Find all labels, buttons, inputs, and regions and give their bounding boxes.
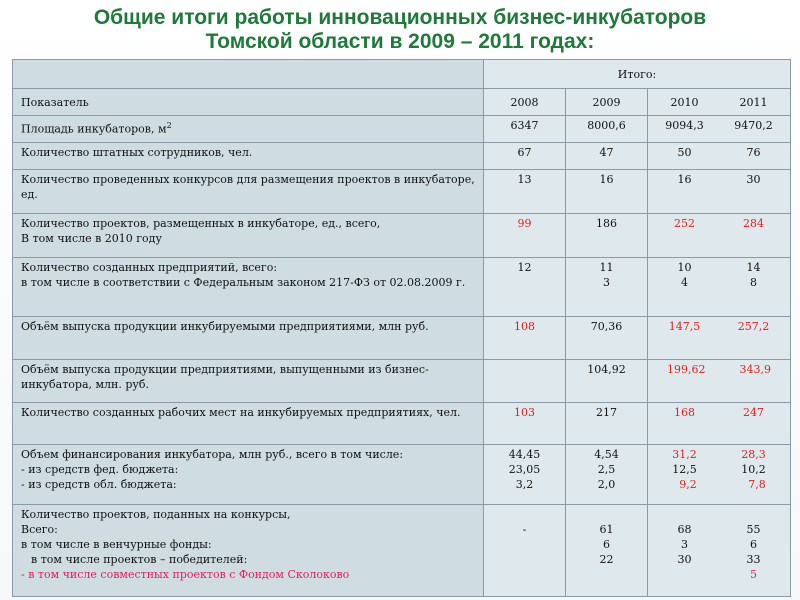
cell-2008: 44,45 23,05 3,2 xyxy=(484,445,566,505)
cell-2011: 55 6 33 5 xyxy=(746,523,761,581)
table-row-output-incubated xyxy=(13,317,791,360)
cell-2010: 199,62 xyxy=(667,363,706,376)
cell-2009: 217 xyxy=(566,403,648,445)
row-label: Количество проведенных конкурсов для размещения проектов в инкубаторе, ед. xyxy=(13,170,484,214)
cell-2011: 284 xyxy=(743,217,764,230)
cell-2009: 11 3 xyxy=(566,258,648,317)
cell-2010: 16 xyxy=(677,173,692,186)
row-label: Объём выпуска продукции инкубируемыми предприятиями, млн руб. xyxy=(13,317,484,360)
row-label: Площадь инкубаторов, $м^2$ xyxy=(13,116,484,143)
cell-2009: 16 xyxy=(566,170,648,214)
cell-2010-2011 xyxy=(648,317,791,360)
table-row-companies xyxy=(13,258,791,317)
cell-2011: 9470,2 xyxy=(734,119,773,132)
row-label: Количество штатных сотрудников, чел. xyxy=(13,143,484,170)
row-label: Количество созданных рабочих мест на инкубируемых предприятиях, чел. xyxy=(13,403,484,445)
header-year-2010: 2010 xyxy=(670,95,699,109)
header-years-2010-2011 xyxy=(648,89,791,116)
cell-2010: 68 3 30 xyxy=(677,523,692,566)
table-row-contests xyxy=(13,170,791,214)
cell-2009: 4,54 2,5 2,0 xyxy=(566,445,648,505)
cell-2008: 6347 xyxy=(484,116,566,143)
cell-2008: 67 xyxy=(484,143,566,170)
cell-2008: - xyxy=(484,505,566,597)
table-row-staff xyxy=(13,143,791,170)
table-row-output-graduates xyxy=(13,360,791,403)
cell-2010-2011 xyxy=(648,505,791,597)
cell-2010-2011 xyxy=(648,116,791,143)
header-total-cell: Итого: xyxy=(484,60,791,89)
header-empty-cell xyxy=(13,60,484,89)
cell-2009: 61 6 22 xyxy=(566,505,648,597)
cell-2010: 168 xyxy=(674,406,695,419)
cell-2008 xyxy=(484,360,566,403)
page-title-line-2: Томской области в 2009 – 2011 годах: xyxy=(205,30,595,53)
table-header-total-row xyxy=(13,60,791,89)
cell-2011: 257,2 xyxy=(737,320,770,333)
cell-2010: 10 4 xyxy=(677,261,692,289)
cell-2010-2011 xyxy=(648,170,791,214)
table-header-years-row xyxy=(13,89,791,116)
results-table xyxy=(12,59,791,597)
cell-2011: 247 xyxy=(743,406,764,419)
row-label: Количество созданных предприятий, всего: в том числе в соответствии с Федеральным законом 217-ФЗ от 02.08.2009 г. xyxy=(13,258,484,317)
cell-2010-2011 xyxy=(648,143,791,170)
cell-2009: 70,36 xyxy=(566,317,648,360)
page-title-line-1: Общие итоги работы инновационных бизнес-инкубаторов xyxy=(93,6,707,29)
cell-2010: 50 xyxy=(677,146,692,159)
cell-2010-2011 xyxy=(648,445,791,505)
cell-2008: 108 xyxy=(484,317,566,360)
superscript: 2 xyxy=(166,121,172,130)
cell-2008: 13 xyxy=(484,170,566,214)
cell-2011: 76 xyxy=(746,146,761,159)
cell-2011: 14 8 xyxy=(746,261,761,289)
cell-2008: 12 xyxy=(484,258,566,317)
table-row-projects xyxy=(13,214,791,258)
row-label: Количество проектов, размещенных в инкубаторе, ед., всего, В том числе в 2010 году xyxy=(13,214,484,258)
cell-2010-2011 xyxy=(648,258,791,317)
cell-2011: 30 xyxy=(746,173,761,186)
header-year-2008: 2008 xyxy=(484,89,566,116)
table-row-area xyxy=(13,116,791,143)
cell-2010: 252 xyxy=(674,217,695,230)
row-label: Объём выпуска продукции предприятиями, выпущенными из бизнес-инкубатора, млн. руб. xyxy=(13,360,484,403)
cell-2010: 147,5 xyxy=(668,320,701,333)
cell-2009: 104,92 xyxy=(566,360,648,403)
cell-2011: 343,9 xyxy=(739,363,771,376)
header-year-2009: 2009 xyxy=(566,89,648,116)
cell-2009: 186 xyxy=(566,214,648,258)
table-row-funding xyxy=(13,445,791,505)
cell-2008: 103 xyxy=(484,403,566,445)
page-title xyxy=(0,6,800,54)
cell-2008: 99 xyxy=(484,214,566,258)
row-label: Объем финансирования инкубатора, млн руб., всего в том числе: - из средств фед. бюджета: - из средств обл. бюджета: xyxy=(13,445,484,505)
cell-2010-2011 xyxy=(648,214,791,258)
cell-2010: 9094,3 xyxy=(665,119,704,132)
cell-2011: 28,3 10,2 7,8 xyxy=(741,448,766,491)
cell-2010-2011 xyxy=(648,360,791,403)
cell-2010-2011 xyxy=(648,403,791,445)
cell-2009: 8000,6 xyxy=(566,116,648,143)
table-row-jobs xyxy=(13,403,791,445)
table-row-contest-projects xyxy=(13,505,791,597)
header-year-2011: 2011 xyxy=(739,95,768,109)
cell-2010: 31,2 12,5 9,2 xyxy=(672,448,697,491)
cell-2009: 47 xyxy=(566,143,648,170)
row-label: Количество проектов, поданных на конкурсы, Всего: в том числе в венчурные фонды: в том числе проектов – победителей: - в том числе совместных проектов с Фондом Сколоково xyxy=(13,505,484,597)
header-indicator-cell: Показатель xyxy=(13,89,484,116)
